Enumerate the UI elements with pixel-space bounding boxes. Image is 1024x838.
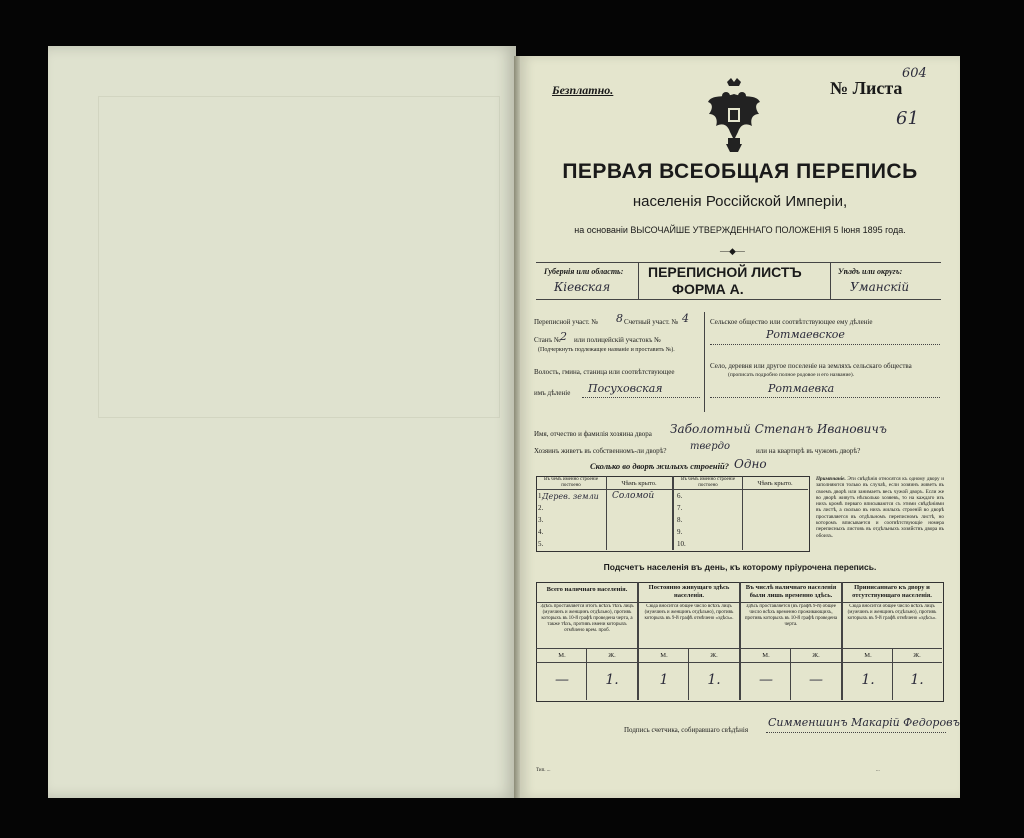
census-basis: на основаніи ВЫСОЧАЙШЕ УТВЕРЖДЕННАГО ПОЛОЖЕНІЯ 5 Іюня 1895 года. xyxy=(574,225,906,235)
buildings-row-num-9: 9. xyxy=(677,528,683,536)
uezd-label: Уѣздъ или округъ: xyxy=(838,267,903,276)
summary-sex-f-2: Ж. xyxy=(710,652,718,659)
sheet-number-label: № Листа xyxy=(830,78,903,98)
selo-note: (прописать подробно полное родовое и его название). xyxy=(728,372,855,378)
selo-underline xyxy=(710,397,940,398)
buildings-row-num-10: 10. xyxy=(677,540,686,548)
buildings-value: Одно xyxy=(734,457,767,471)
summary-sex-m-4: М. xyxy=(864,652,872,659)
summary-value-5: — xyxy=(759,672,773,688)
summary-desc-4: Сюда вносится общее число всѣхъ лицъ (мужчинъ и женщинъ отдѣльно), противъ которыхъ въ 9-й графѣ отмѣчено «здѣсь». xyxy=(847,604,937,621)
summary-sex-m-3: М. xyxy=(762,652,770,659)
summary-header-3: Въ числѣ наличнаго населенія были лишь временно здѣсь. xyxy=(745,584,837,599)
buildings-row-num-5: 5. xyxy=(538,540,544,548)
buildings-row-num-2: 2. xyxy=(538,504,544,512)
census-form-page xyxy=(520,56,960,798)
buildings-label: Сколько во дворѣ жилыхъ строеній? xyxy=(590,461,729,471)
buildings-col-1-header: Въ чемъ именно строеніе постоено xyxy=(543,477,599,488)
lives-label: Хозяинъ живетъ въ собственномъ-ли дворѣ? xyxy=(534,447,667,455)
summary-sex-f-3: Ж. xyxy=(812,652,820,659)
census-subtitle: населенія Россійской Имперіи, xyxy=(632,193,848,210)
obshchestvo-underline xyxy=(710,344,940,345)
volost-label-2: имъ дѣленіе xyxy=(534,389,571,397)
obshchestvo-label: Сельское общество или соотвѣтствующее ему дѣленіе xyxy=(710,318,873,326)
uchastok-label: Переписной участ. № xyxy=(534,318,599,326)
sheet-number-sub: 61 xyxy=(896,108,919,129)
buildings-row-1-material: Дерев. земли xyxy=(542,492,599,501)
buildings-col-3-header: Въ чемъ именно строеніе постоено xyxy=(680,477,736,488)
uezd-value: Уманскій xyxy=(850,280,910,294)
summary-value-2: 1. xyxy=(605,672,619,688)
buildings-row-num-8: 8. xyxy=(677,516,683,524)
summary-value-6: — xyxy=(809,672,823,688)
show-through-text xyxy=(98,96,500,418)
otdel-label: Станъ № xyxy=(534,336,561,344)
buildings-row-num-4: 4. xyxy=(538,528,544,536)
sheet-title: ПЕРЕПИСНОЙ ЛИСТЪ xyxy=(648,264,802,280)
summary-title: Подсчетъ населенія въ день, къ которому пріурочена перепись. xyxy=(603,562,877,572)
summary-col-rule-1 xyxy=(637,582,639,700)
summary-desc-2: Сюда вносится общее число всѣхъ лицъ (мужчинъ и женщинъ отдѣльно), противъ которыхъ въ 9-й графѣ отмѣчено «здѣсь». xyxy=(644,604,734,621)
sheet-number-value: 604 xyxy=(902,66,927,81)
summary-value-3: 1 xyxy=(659,672,669,688)
fields-divider xyxy=(704,312,705,412)
remark-block xyxy=(816,476,944,539)
census-title: ПЕРВАЯ ВСЕОБЩАЯ ПЕРЕПИСЬ xyxy=(562,160,918,183)
summary-sex-m-1: М. xyxy=(558,652,566,659)
summary-value-7: 1. xyxy=(861,672,875,688)
guberniya-value: Кіевская xyxy=(554,280,611,294)
summary-header-1: Всего наличнаго населенія. xyxy=(546,586,628,593)
summary-sex-m-2: М. xyxy=(660,652,668,659)
buildings-row-1-roof: Соломой xyxy=(612,491,655,501)
summary-value-8: 1. xyxy=(910,672,924,688)
selo-label: Село, деревня или другое поселеніе на земляхъ сельскаго общества xyxy=(710,362,912,370)
politseysky-note: (Подчеркнуть подлежащее названіе и проставить №). xyxy=(538,347,675,353)
buildings-row-num-3: 3. xyxy=(538,516,544,524)
remark-text: Эти свѣдѣнія относятся къ одному двору и заполняются только въ случаѣ, если хозяинъ живетъ въ своемъ дворѣ или занимаетъ весь чужой дворъ. Если же во дворѣ живутъ нѣсколько хозяевъ, то на каждаго изъ нихъ кромѣ перваго вписываются съ этими свѣдѣніями въ листѣ, а сколько въ нихъ жилыхъ строеній во дворѣ проставляется въ отдѣльномъ переписномъ листѣ, но которомъ вписывается и соотвѣтствующіе номера переписныхъ листовъ въ отдѣльныхъ хозяйствъ двора въ обоихъ. xyxy=(816,476,944,539)
summary-value-4: 1. xyxy=(707,672,721,688)
free-label: Безплатно. xyxy=(552,83,614,97)
buildings-row-num-1: 1. xyxy=(538,492,544,500)
guberniya-label: Губернія или область: xyxy=(544,267,624,276)
volost-label: Волость, гмина, станица или соотвѣтствующее xyxy=(534,368,675,376)
band-bottom-rule xyxy=(536,299,941,300)
lives-value: твердо xyxy=(690,441,730,452)
summary-header-2: Постоянно живущаго здѣсь населенія. xyxy=(648,584,730,599)
schetny-label: Счетный участ. № xyxy=(624,318,679,326)
left-page xyxy=(48,46,516,798)
summary-desc-1: Здѣсь проставляется итогъ всѣхъ тѣхъ лицъ (мужчинъ и женщинъ отдѣльно), противъ которыхъ въ 10-й графѣ проведена черта, а также тѣхъ, противъ имени которыхъ отмѣчено врем. проб. xyxy=(540,604,634,633)
summary-header-4: Принисаннаго къ двору и отсутствующаго населенія. xyxy=(852,584,932,599)
summary-col-rule-2 xyxy=(739,582,741,700)
schetny-value: 4 xyxy=(682,312,689,325)
buildings-row-num-6: 6. xyxy=(677,492,683,500)
buildings-col-rule-1 xyxy=(606,476,607,550)
summary-value-1: — xyxy=(555,672,569,688)
signature-label: Подпись счетчика, собиравшаго свѣдѣнія xyxy=(624,726,749,734)
band-divider-left xyxy=(638,262,639,300)
imperial-eagle-emblem xyxy=(706,76,762,156)
buildings-col-rule-3 xyxy=(742,476,743,550)
summary-desc-3: Здѣсь проставляется (въ графѣ 9-й) общее число всѣхъ временно проживающихъ, противъ которыхъ въ 10-й графѣ проведена черта. xyxy=(744,604,838,627)
form-title: ФОРМА А. xyxy=(672,281,744,297)
summary-sex-f-1: Ж. xyxy=(608,652,616,659)
summary-col-rule-3 xyxy=(841,582,843,700)
obshchestvo-value: Ротмаевское xyxy=(766,328,845,341)
buildings-col-4-header: Чѣмъ крыто. xyxy=(757,480,793,487)
buildings-col-2-header: Чѣмъ крыто. xyxy=(621,480,657,487)
owner-label: Имя, отчество и фамилія хозяина двора xyxy=(534,430,652,438)
ornament-divider: —◆— xyxy=(720,246,745,256)
printer-right: ... xyxy=(876,768,880,773)
summary-sex-f-4: Ж. xyxy=(913,652,921,659)
otdel-value: 2 xyxy=(560,330,567,343)
owner-value: Заболотный Степанъ Ивановичъ xyxy=(670,422,887,436)
buildings-row-num-7: 7. xyxy=(677,504,683,512)
volost-value: Посуховская xyxy=(588,382,663,395)
remark-title: Примѣчаніе. xyxy=(816,476,846,482)
signature-underline xyxy=(766,732,946,733)
volost-underline xyxy=(582,397,700,398)
apartment-label: или на квартирѣ въ чужомъ дворѣ? xyxy=(756,447,861,455)
band-divider-right xyxy=(830,262,831,300)
band-top-rule xyxy=(536,262,941,263)
signature-value: Симменшинъ Макарій Федоровъ xyxy=(768,716,960,729)
selo-value: Ротмаевка xyxy=(768,382,835,395)
printer-left: Тип. ... xyxy=(536,768,551,773)
uchastok-value: 8 xyxy=(616,312,623,325)
politseysky-label: или полицейскій участокъ № xyxy=(574,336,661,344)
buildings-col-rule-2 xyxy=(672,476,674,550)
